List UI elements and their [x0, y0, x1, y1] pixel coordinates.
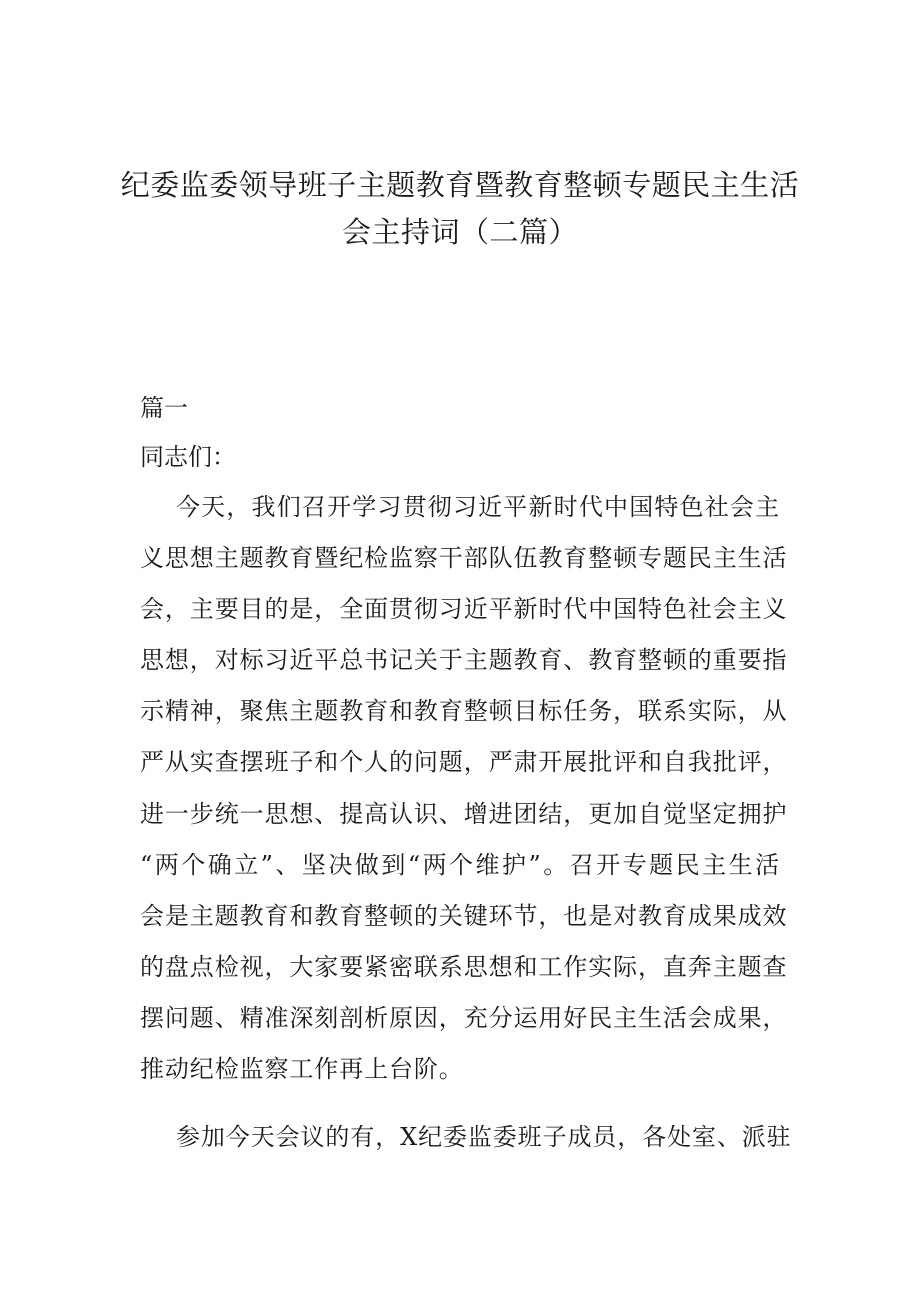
paragraph-line: 示精神，聚焦主题教育和教育整顿目标任务，联系实际，从 [140, 697, 788, 726]
paragraph-line: 思想，对标习近平总书记关于主题教育、教育整顿的重要指 [140, 646, 788, 675]
paragraph-line: 义思想主题教育暨纪检监察干部队伍教育整顿专题民主生活 [140, 544, 788, 573]
paragraph-line: “两个确立”、坚决做到“两个维护”。召开专题民主生活 [140, 850, 780, 879]
paragraph-line: 会，主要目的是，全面贯彻习近平新时代中国特色社会主义 [140, 595, 788, 624]
paragraph-line: 今天，我们召开学习贯彻习近平新时代中国特色社会主 [176, 493, 780, 521]
title-line: 纪委监委领导班子主题教育暨教育整顿专题民主生活 [120, 168, 800, 202]
title-line: 会主持词（二篇） [341, 215, 578, 249]
paragraph-line: 进一步统一思想、提高认识、增进团结，更加自觉坚定拥护 [140, 799, 788, 828]
paragraph-opening [140, 482, 788, 1095]
salutation: 同志们： [140, 443, 236, 471]
section-label: 篇一 [140, 394, 188, 422]
paragraph-line: 参加今天会议的有，X纪委监委班子成员，各处室、派驻 [176, 1123, 792, 1151]
paragraph-line: 的盘点检视，大家要紧密联系思想和工作实际，直奔主题查 [140, 952, 788, 981]
document-title [110, 162, 810, 256]
paragraph-line: 会是主题教育和教育整顿的关键环节，也是对教育成果成效 [140, 901, 788, 930]
paragraph-line: 严从实查摆班子和个人的问题，严肃开展批评和自我批评， [140, 748, 788, 777]
paragraph-line: 推动纪检监察工作再上台阶。 [140, 1055, 464, 1084]
paragraph-line: 摆问题、精准深刻剖析原因，充分运用好民主生活会成果， [140, 1003, 788, 1032]
paragraph-attendees [140, 1112, 792, 1163]
